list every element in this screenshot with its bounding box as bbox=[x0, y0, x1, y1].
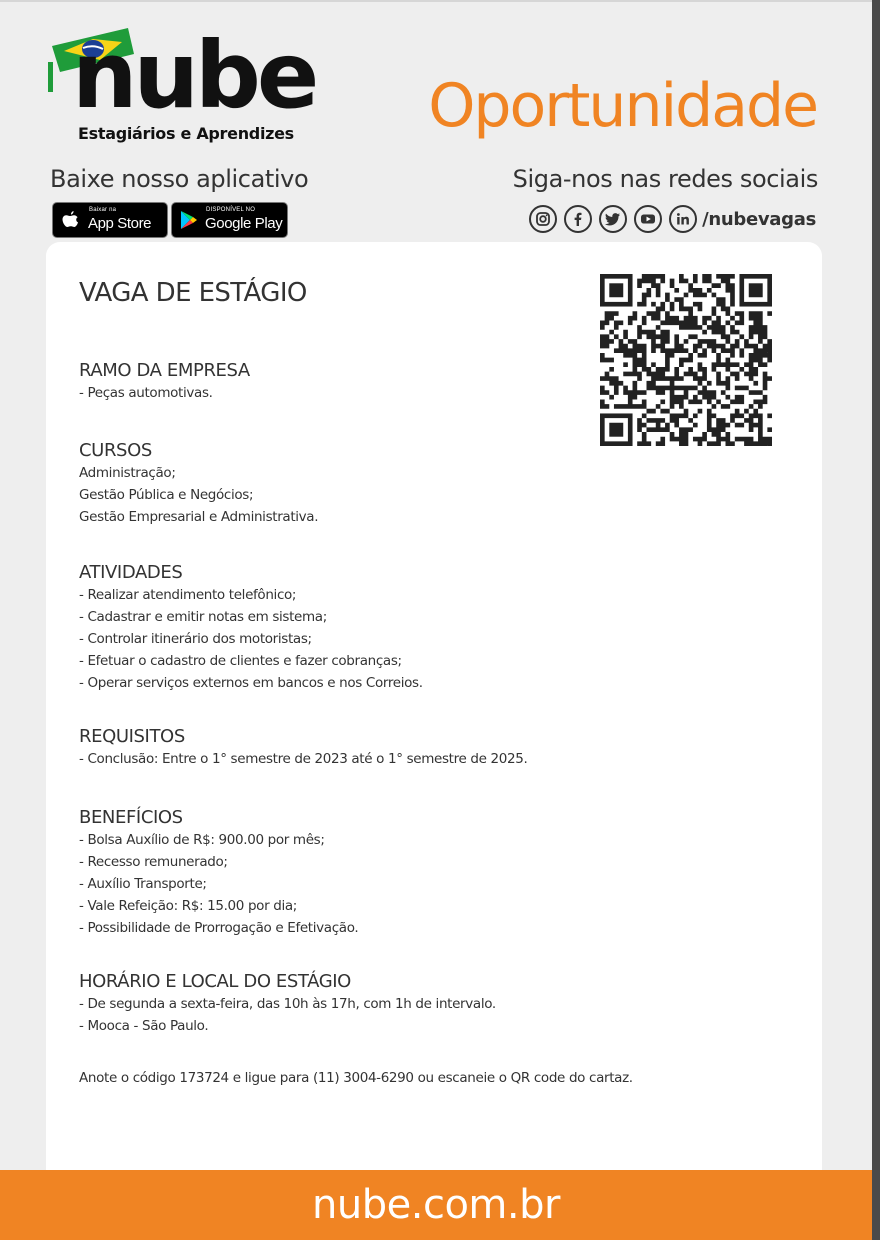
google-play-small-text: DISPONÍVEL NO bbox=[206, 207, 256, 213]
footer-url[interactable]: nube.com.br bbox=[312, 1182, 560, 1228]
section-title: REQUISITOS bbox=[79, 726, 185, 747]
section-requisitos bbox=[79, 726, 527, 770]
logo-word: nube bbox=[72, 22, 316, 129]
app-store-big-text: App Store bbox=[88, 215, 152, 232]
section-title: RAMO DA EMPRESA bbox=[79, 360, 250, 381]
section-title: HORÁRIO E LOCAL DO ESTÁGIO bbox=[79, 971, 351, 992]
footer-bar bbox=[0, 1170, 872, 1240]
logo-subtitle: Estagiários e Aprendizes bbox=[78, 124, 294, 143]
section-line: - Operar serviços externos em bancos e nos Correios. bbox=[79, 675, 423, 691]
section-line: - De segunda a sexta-feira, das 10h às 17h, com 1h de intervalo. bbox=[79, 996, 496, 1012]
qr-code bbox=[600, 274, 772, 446]
section-line: - Realizar atendimento telefônico; bbox=[79, 587, 297, 603]
section-atividades bbox=[79, 562, 423, 694]
contact-note: Anote o código 173724 e ligue para (11) 3004-6290 ou escaneie o QR code do cartaz. bbox=[79, 1070, 633, 1086]
section-line: - Possibilidade de Prorrogação e Efetivação. bbox=[79, 920, 359, 936]
app-store-small-text: Baixar na bbox=[89, 207, 117, 213]
section-line: - Bolsa Auxílio de R$: 900.00 por mês; bbox=[79, 832, 325, 848]
section-ramo bbox=[79, 360, 250, 404]
social-handle: /nubevagas bbox=[702, 208, 816, 230]
section-horario bbox=[79, 971, 496, 1037]
linkedin-icon[interactable] bbox=[669, 205, 697, 233]
facebook-icon[interactable] bbox=[564, 205, 592, 233]
instagram-icon[interactable] bbox=[529, 205, 557, 233]
app-download-label: Baixe nosso aplicativo bbox=[50, 165, 309, 193]
nube-logo bbox=[48, 24, 338, 154]
section-line: Administração; bbox=[79, 465, 176, 481]
section-line: - Conclusão: Entre o 1° semestre de 2023 até o 1° semestre de 2025. bbox=[79, 751, 528, 767]
google-play-big-text: Google Play bbox=[205, 215, 283, 232]
section-line: - Controlar itinerário dos motoristas; bbox=[79, 631, 312, 647]
section-title: ATIVIDADES bbox=[79, 562, 183, 583]
section-title: CURSOS bbox=[79, 440, 152, 461]
section-line: - Cadastrar e emitir notas em sistema; bbox=[79, 609, 327, 625]
section-line: - Efetuar o cadastro de clientes e fazer cobranças; bbox=[79, 653, 402, 669]
headline: Oportunidade bbox=[428, 71, 817, 141]
section-line: - Recesso remunerado; bbox=[79, 854, 228, 870]
window-edge bbox=[872, 0, 880, 1240]
social-links bbox=[529, 202, 816, 236]
section-line: - Mooca - São Paulo. bbox=[79, 1018, 209, 1034]
section-title: BENEFÍCIOS bbox=[79, 807, 183, 828]
twitter-icon[interactable] bbox=[599, 205, 627, 233]
youtube-icon[interactable] bbox=[634, 205, 662, 233]
job-title: VAGA DE ESTÁGIO bbox=[79, 278, 307, 308]
google-play-button[interactable] bbox=[171, 202, 288, 238]
google-play-icon bbox=[180, 210, 198, 230]
social-follow-label: Siga-nos nas redes sociais bbox=[512, 165, 818, 193]
section-line: Gestão Pública e Negócios; bbox=[79, 487, 254, 503]
app-store-button[interactable] bbox=[52, 202, 168, 238]
apple-icon bbox=[61, 210, 79, 232]
section-line: - Vale Refeição: R$: 15.00 por dia; bbox=[79, 898, 297, 914]
job-card bbox=[46, 242, 822, 1240]
section-line: - Auxílio Transporte; bbox=[79, 876, 207, 892]
section-beneficios bbox=[79, 807, 358, 939]
section-cursos bbox=[79, 440, 318, 528]
section-line: Gestão Empresarial e Administrativa. bbox=[79, 509, 319, 525]
section-line: - Peças automotivas. bbox=[79, 385, 213, 401]
